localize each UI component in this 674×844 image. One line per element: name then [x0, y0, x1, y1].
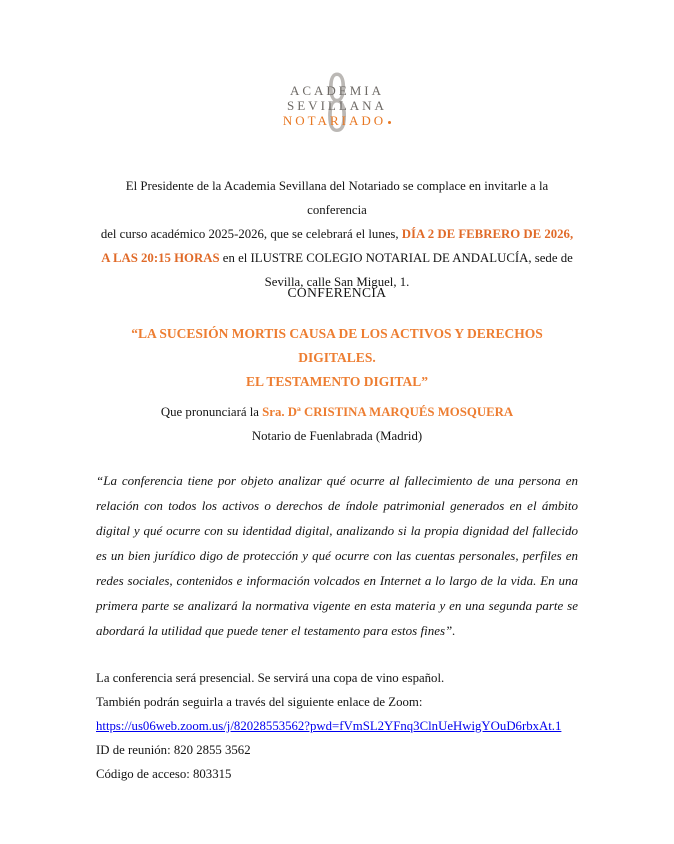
event-date-highlight: DÍA 2 DE FEBRERO DE 2026,: [401, 227, 574, 241]
academy-logo: [0, 54, 674, 151]
logo-word-notariado: [283, 113, 391, 128]
logo-word-sevillana: SEVILLANA: [287, 98, 387, 113]
academy-logo-lockup: [282, 54, 391, 151]
logistics-section: [96, 666, 578, 786]
in-person-note: La conferencia será presencial. Se servirá una copa de vino español.: [96, 671, 445, 685]
logo-dot-icon: [388, 121, 391, 124]
lecture-title: [96, 322, 578, 394]
conference-abstract: “La conferencia tiene por objeto analizar qué ocurre al fallecimiento de una persona en relación con todos los activos o derechos de índole patrimonial generados en el ámbito digital y qué ocurre con su identidad digital, analizando si la propia dignidad del fallecido es un bien jurídico digo de protección y qué ocurre con las cuentas personales, perfiles en redes sociales, contenidos e información volcados en Internet a lo largo de la vida. En una primera parte se analizará la normativa vigente en esta materia y en una segunda parte se abordará la utilidad que puede tener el testamento para estos fines”.: [96, 473, 578, 638]
access-code-line: Código de acceso: 803315: [96, 767, 232, 781]
invitation-line-2: [96, 222, 578, 246]
logo-word-academia: ACADEMIA: [289, 83, 385, 98]
logo-figure-eight-glyph: 8: [326, 54, 348, 151]
zoom-intro-note: También podrán seguirla a través del siguiente enlace de Zoom:: [96, 695, 423, 709]
zoom-link[interactable]: https://us06web.zoom.us/j/82028553562?pwd=fVmSL2YFnq3ClnUeHwigYOuD6rbxAt.1: [96, 719, 562, 733]
event-time-highlight: A LAS 20:15 HORAS: [101, 251, 220, 265]
speaker-name: Sra. Dª CRISTINA MARQUÉS MOSQUERA: [262, 405, 514, 419]
meeting-id-line: ID de reunión: 820 2855 3562: [96, 743, 251, 757]
invitation-line-3: [96, 246, 578, 270]
invitation-line-3-text: en el ILUSTRE COLEGIO NOTARIAL DE ANDALUCÍA, sede de: [219, 251, 573, 265]
conference-heading: CONFERENCIA: [287, 285, 387, 300]
speaker-line: [96, 400, 578, 424]
invitation-paragraph: [96, 174, 578, 294]
speaker-title: Notario de Fuenlabrada (Madrid): [251, 429, 423, 443]
invitation-line-2-text: del curso académico 2025-2026, que se celebrará el lunes,: [100, 227, 402, 241]
lecture-title-line-1: “LA SUCESIÓN MORTIS CAUSA DE LOS ACTIVOS Y DERECHOS DIGITALES.: [131, 326, 543, 365]
invitation-line-4: Sevilla, calle San Miguel, 1.: [264, 275, 410, 289]
speaker-intro-text: Que pronunciará la: [160, 405, 263, 419]
logo-word-notariado-text: NOTARIADO: [282, 113, 387, 128]
zoom-link-line: [96, 714, 578, 738]
lecture-title-line-2: EL TESTAMENTO DIGITAL”: [245, 374, 429, 389]
invitation-line-1: El Presidente de la Academia Sevillana del Notariado se complace en invitarle a la conferencia: [125, 179, 549, 217]
speaker-section: [96, 400, 578, 448]
